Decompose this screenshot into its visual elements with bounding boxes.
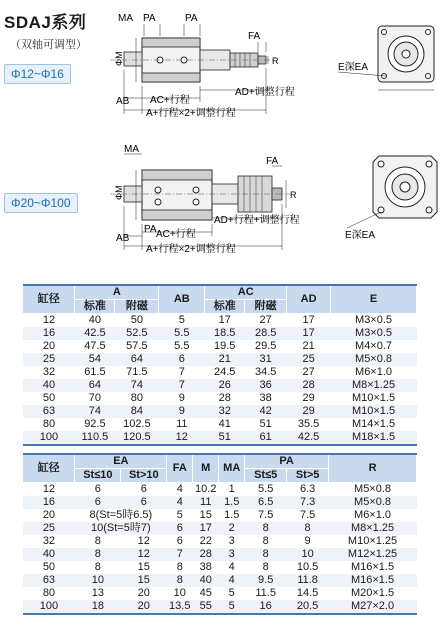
col-a-standard: 标准 [75, 300, 115, 314]
table-cell: 5.5 [159, 340, 205, 353]
table-cell: 17 [205, 314, 245, 328]
table-cell: 8 [245, 522, 287, 535]
table-row [23, 574, 417, 587]
table-cell: 110.5 [75, 431, 115, 445]
label-phim-1: ΦM [114, 51, 124, 66]
table-cell: 50 [23, 561, 75, 574]
col-a-magnetic: 附磁 [115, 300, 159, 314]
table-cell: 12 [121, 548, 167, 561]
col-bore: 缸径 [23, 285, 75, 314]
table-cell: 34.5 [245, 366, 287, 379]
table-row [23, 405, 417, 418]
table-cell: 6 [121, 496, 167, 509]
table-cell: 40 [23, 379, 75, 392]
col2-ea-st-gt10: St>10 [121, 469, 167, 483]
table-cell: 63 [23, 405, 75, 418]
table-cell: 8 [167, 574, 193, 587]
table-cell: M12×1.25 [329, 548, 417, 561]
table-cell: 51 [245, 418, 287, 431]
table-cell: 25 [23, 353, 75, 366]
table-cell: 6.3 [287, 483, 329, 497]
table-cell: 12 [121, 535, 167, 548]
table-cell: M10×1.5 [331, 405, 417, 418]
col-ad: AD [287, 285, 331, 314]
col2-bore: 缸径 [23, 454, 75, 483]
table-cell: M8×1.25 [329, 522, 417, 535]
table-row [23, 327, 417, 340]
table-cell: M16×1.5 [329, 561, 417, 574]
table-cell: 2 [219, 522, 245, 535]
table-cell: 4 [219, 574, 245, 587]
table-cell: 10(St=5時7) [75, 522, 167, 535]
table-cell: 8 [245, 548, 287, 561]
cylinder-drawing-large-side [100, 140, 340, 255]
table-cell: 10 [167, 587, 193, 600]
label-ab-1: AB [116, 96, 130, 107]
label-ea-1: E深EA [338, 62, 369, 73]
table-row [23, 340, 417, 353]
table-cell: 38 [245, 392, 287, 405]
table-cell: 32 [23, 535, 75, 548]
table-row [23, 314, 417, 328]
table-cell: 41 [205, 418, 245, 431]
bore-range-badge-large: Φ20~Φ100 [4, 193, 78, 213]
table-cell: 13 [75, 587, 121, 600]
table-cell: 29.5 [245, 340, 287, 353]
col-ac-standard: 标准 [205, 300, 245, 314]
table-cell: M16×1.5 [329, 574, 417, 587]
table-cell: M8×1.25 [331, 379, 417, 392]
cylinder-drawing-small-end [338, 20, 438, 100]
table-cell: 47.5 [75, 340, 115, 353]
table-cell: 92.5 [75, 418, 115, 431]
table-cell: 15 [121, 561, 167, 574]
label-pa-2: PA [144, 224, 157, 235]
col-ab: AB [159, 285, 205, 314]
table-cell: 8 [245, 561, 287, 574]
table-cell: 4 [219, 561, 245, 574]
table-cell: M14×1.5 [331, 418, 417, 431]
table-cell: 10 [75, 574, 121, 587]
table-row [23, 535, 417, 548]
table-cell: 51 [205, 431, 245, 445]
table-cell: 6.5 [245, 496, 287, 509]
table-cell: 71.5 [115, 366, 159, 379]
table-cell: 10.5 [287, 561, 329, 574]
table-cell: 16 [23, 327, 75, 340]
table-cell: 36 [245, 379, 287, 392]
label-ad-1: AD+调整行程 [235, 87, 295, 98]
table-cell: 42 [245, 405, 287, 418]
table-cell: 50 [115, 314, 159, 328]
cylinder-drawing-large-end [345, 150, 440, 240]
table-cell: 20 [121, 600, 167, 614]
table-cell: 45 [193, 587, 219, 600]
table-cell: 64 [75, 379, 115, 392]
table-cell: 9 [159, 405, 205, 418]
table-cell: 6 [159, 353, 205, 366]
table-cell: 20.5 [287, 600, 329, 614]
table-row [23, 600, 417, 614]
table-cell: 35.5 [287, 418, 331, 431]
table-cell: 8 [75, 561, 121, 574]
table-cell: 3 [219, 548, 245, 561]
table-cell: 7 [159, 379, 205, 392]
table-cell: 28 [193, 548, 219, 561]
table-cell: 29 [287, 392, 331, 405]
col-a: A [75, 285, 159, 300]
label-fa-1: FA [248, 31, 261, 42]
label-phim-2: ΦM [114, 185, 124, 200]
table-cell: 18.5 [205, 327, 245, 340]
table-cell: 17 [193, 522, 219, 535]
table-cell: 52.5 [115, 327, 159, 340]
table-cell: 28 [205, 392, 245, 405]
table-cell: 31 [245, 353, 287, 366]
table-cell: 8 [287, 522, 329, 535]
table-cell: 7.3 [287, 496, 329, 509]
table-cell: 6 [167, 522, 193, 535]
label-pa-1b: PA [185, 13, 198, 24]
table-cell: 21 [287, 340, 331, 353]
table-cell: 14.5 [287, 587, 329, 600]
table-cell: M5×0.8 [329, 496, 417, 509]
table-cell: 17 [287, 314, 331, 328]
table-cell: 20 [121, 587, 167, 600]
table-cell: 57.5 [115, 340, 159, 353]
dimension-table-2 [23, 453, 417, 615]
table-cell: 12 [159, 431, 205, 445]
table-cell: 5.5 [245, 483, 287, 497]
label-ab-2: AB [116, 233, 130, 244]
col2-m: M [193, 454, 219, 483]
table-cell: M5×0.8 [329, 483, 417, 497]
table-cell: 100 [23, 600, 75, 614]
table-cell: 8(St=5時6.5) [75, 509, 167, 522]
table-cell: 80 [23, 587, 75, 600]
table-cell: 17 [287, 327, 331, 340]
series-title: SDAJ系列 [4, 13, 87, 32]
col2-ea: EA [75, 454, 167, 469]
table-cell: 8 [245, 535, 287, 548]
label-a-1: A+行程×2+调整行程 [146, 108, 236, 118]
label-ac-1: AC+行程 [150, 95, 190, 106]
table-cell: 6 [121, 483, 167, 497]
table-cell: M4×0.7 [331, 340, 417, 353]
table-cell: 80 [115, 392, 159, 405]
table-cell: 7 [167, 548, 193, 561]
table-cell: 74 [75, 405, 115, 418]
table-cell: 32 [23, 366, 75, 379]
table-cell: 61.5 [75, 366, 115, 379]
table-cell: 84 [115, 405, 159, 418]
col2-pa: PA [245, 454, 329, 469]
col-e: E [331, 285, 417, 314]
table-cell: 5 [219, 587, 245, 600]
table-cell: 120.5 [115, 431, 159, 445]
table-cell: 15 [121, 574, 167, 587]
table-cell: 5 [167, 509, 193, 522]
label-ac-2: AC+行程 [156, 229, 196, 240]
table-cell: 74 [115, 379, 159, 392]
table-cell: 40 [75, 314, 115, 328]
table-cell: 6 [75, 496, 121, 509]
table-cell: 100 [23, 431, 75, 445]
table-cell: 20 [23, 340, 75, 353]
table-cell: 16 [245, 600, 287, 614]
table-cell: 1.5 [219, 496, 245, 509]
table-row [23, 431, 417, 445]
table-cell: M6×1.0 [331, 366, 417, 379]
table-row [23, 496, 417, 509]
table-cell: 9.5 [245, 574, 287, 587]
table-cell: 7.5 [245, 509, 287, 522]
table-cell: 12 [23, 314, 75, 328]
label-ma-1: MA [118, 13, 133, 24]
table-cell: 20 [23, 509, 75, 522]
col2-ma: MA [219, 454, 245, 483]
table-cell: 70 [75, 392, 115, 405]
table-cell: 11.5 [245, 587, 287, 600]
table-cell: 11.8 [287, 574, 329, 587]
col2-pa-st-le5: St≤5 [245, 469, 287, 483]
table-cell: 24.5 [205, 366, 245, 379]
table-cell: 61 [245, 431, 287, 445]
table-cell: 38 [193, 561, 219, 574]
series-subtitle: （双轴可调型） [10, 39, 87, 51]
table-cell: 3 [219, 535, 245, 548]
table-cell: M10×1.5 [331, 392, 417, 405]
table-cell: 102.5 [115, 418, 159, 431]
table-cell: 29 [287, 405, 331, 418]
table-cell: 8 [75, 548, 121, 561]
table-cell: 12 [23, 483, 75, 497]
col2-ea-st-le10: St≤10 [75, 469, 121, 483]
table-row [23, 548, 417, 561]
label-ma-2: MA [124, 144, 139, 155]
table-cell: 11 [159, 418, 205, 431]
table-cell: 22 [193, 535, 219, 548]
table-cell: 4 [167, 483, 193, 497]
cylinder-drawing-small-side [100, 6, 330, 118]
table-cell: 5 [159, 314, 205, 328]
bore-range-badge-small: Φ12~Φ16 [4, 64, 71, 84]
table-row [23, 418, 417, 431]
label-ad-2: AD+行程+调整行程 [214, 215, 300, 226]
table-row [23, 522, 417, 535]
label-pa-1a: PA [143, 13, 156, 24]
col-ac: AC [205, 285, 287, 300]
label-a-2: A+行程×2+调整行程 [146, 244, 236, 255]
table-cell: 4 [167, 496, 193, 509]
table-cell: 7 [159, 366, 205, 379]
table-cell: 1 [219, 483, 245, 497]
table-cell: 25 [287, 353, 331, 366]
table-cell: M27×2.0 [329, 600, 417, 614]
table-cell: 42.5 [287, 431, 331, 445]
table-cell: 63 [23, 574, 75, 587]
table-cell: 28 [287, 379, 331, 392]
table-cell: 11 [193, 496, 219, 509]
col2-fa: FA [167, 454, 193, 483]
table-cell: 55 [193, 600, 219, 614]
table-cell: 64 [115, 353, 159, 366]
label-r-2: R [290, 190, 297, 200]
col2-r: R [329, 454, 417, 483]
table-cell: 6 [167, 535, 193, 548]
table-cell: M3×0.5 [331, 314, 417, 328]
table-cell: 8 [167, 561, 193, 574]
table-cell: 54 [75, 353, 115, 366]
table-row [23, 392, 417, 405]
table-cell: 40 [193, 574, 219, 587]
table-cell: M6×1.0 [329, 509, 417, 522]
table-cell: 40 [23, 548, 75, 561]
table-cell: 7.5 [287, 509, 329, 522]
table-cell: M3×0.5 [331, 327, 417, 340]
table-cell: 32 [205, 405, 245, 418]
table-row [23, 483, 417, 497]
table-cell: 28.5 [245, 327, 287, 340]
table-cell: 5 [219, 600, 245, 614]
table-cell: 5.5 [159, 327, 205, 340]
table-cell: M5×0.8 [331, 353, 417, 366]
table-cell: 21 [205, 353, 245, 366]
table-cell: 50 [23, 392, 75, 405]
table-row [23, 353, 417, 366]
table-cell: 27 [245, 314, 287, 328]
label-ea-2: E深EA [345, 230, 376, 240]
label-r-1: R [272, 56, 279, 66]
table-cell: 9 [287, 535, 329, 548]
table-cell: 15 [193, 509, 219, 522]
table-row [23, 509, 417, 522]
table-cell: 18 [75, 600, 121, 614]
table-row [23, 379, 417, 392]
table-cell: 27 [287, 366, 331, 379]
table-cell: 26 [205, 379, 245, 392]
table-row [23, 561, 417, 574]
table-cell: 42.5 [75, 327, 115, 340]
table-cell: M10×1.25 [329, 535, 417, 548]
table-cell: 13.5 [167, 600, 193, 614]
table-cell: 6 [75, 483, 121, 497]
table-cell: 8 [75, 535, 121, 548]
table-cell: 80 [23, 418, 75, 431]
table-cell: 25 [23, 522, 75, 535]
table-cell: M20×1.5 [329, 587, 417, 600]
col-ac-magnetic: 附磁 [245, 300, 287, 314]
table-row [23, 587, 417, 600]
table-cell: 10.2 [193, 483, 219, 497]
dimension-table-1 [23, 284, 417, 446]
table-cell: 9 [159, 392, 205, 405]
table-row [23, 366, 417, 379]
label-fa-2: FA [266, 156, 279, 167]
table-cell: M18×1.5 [331, 431, 417, 445]
table-cell: 19.5 [205, 340, 245, 353]
table-cell: 1.5 [219, 509, 245, 522]
table-cell: 16 [23, 496, 75, 509]
col2-pa-st-gt5: St>5 [287, 469, 329, 483]
table-cell: 10 [287, 548, 329, 561]
